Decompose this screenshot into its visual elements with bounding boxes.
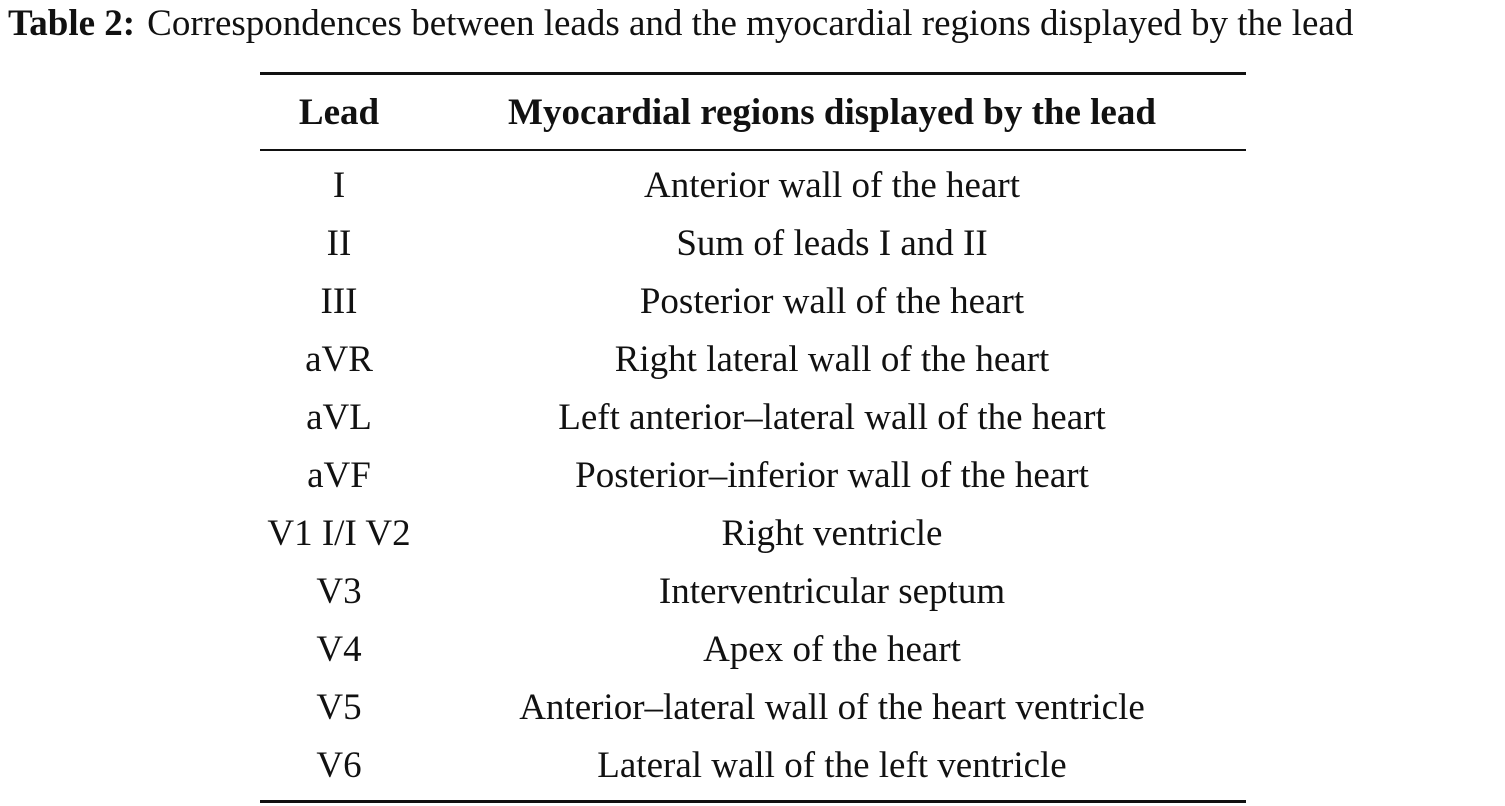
lead-cell: I <box>332 164 346 206</box>
region-cell: Lateral wall of the left ventricle <box>597 744 1067 786</box>
lead-cell: aVR <box>305 338 373 380</box>
table-row <box>260 504 1246 562</box>
region-cell: Apex of the heart <box>703 628 961 670</box>
table-bottom-rule <box>260 800 1246 803</box>
region-cell: Left anterior–lateral wall of the heart <box>558 396 1106 438</box>
table-caption <box>8 2 1353 46</box>
table-row <box>260 214 1246 272</box>
lead-region-table <box>260 72 1246 803</box>
header-myocardial-regions: Myocardial regions displayed by the lead <box>508 91 1156 133</box>
region-cell: Posterior wall of the heart <box>639 280 1025 322</box>
region-cell: Anterior–lateral wall of the heart ventricle <box>519 686 1145 728</box>
table-header-row <box>260 75 1246 149</box>
lead-cell: V4 <box>316 628 362 670</box>
region-cell: Right ventricle <box>721 512 943 554</box>
lead-cell: V1 I/I V2 <box>267 512 411 554</box>
lead-cell: II <box>326 222 352 264</box>
table-caption-text: Correspondences between leads and the myocardial regions displayed by the lead <box>147 3 1354 44</box>
lead-cell: aVL <box>306 396 372 438</box>
table-row <box>260 156 1246 214</box>
region-cell: Posterior–inferior wall of the heart <box>575 454 1089 496</box>
table-row <box>260 272 1246 330</box>
lead-cell: V3 <box>316 570 362 612</box>
table-caption-label: Table 2: <box>8 3 136 44</box>
header-lead: Lead <box>298 91 380 133</box>
lead-cell: V6 <box>316 744 362 786</box>
table-row <box>260 620 1246 678</box>
table-row <box>260 562 1246 620</box>
lead-cell: aVF <box>307 454 371 496</box>
region-cell: Anterior wall of the heart <box>643 164 1021 206</box>
lead-cell: V5 <box>316 686 362 728</box>
table-body <box>260 151 1246 800</box>
table-row <box>260 446 1246 504</box>
table-row <box>260 678 1246 736</box>
table-row <box>260 736 1246 794</box>
table-row <box>260 388 1246 446</box>
region-cell: Interventricular septum <box>658 570 1006 612</box>
table-row <box>260 330 1246 388</box>
region-cell: Right lateral wall of the heart <box>614 338 1050 380</box>
region-cell: Sum of leads I and II <box>676 222 988 264</box>
lead-cell: III <box>320 280 358 322</box>
